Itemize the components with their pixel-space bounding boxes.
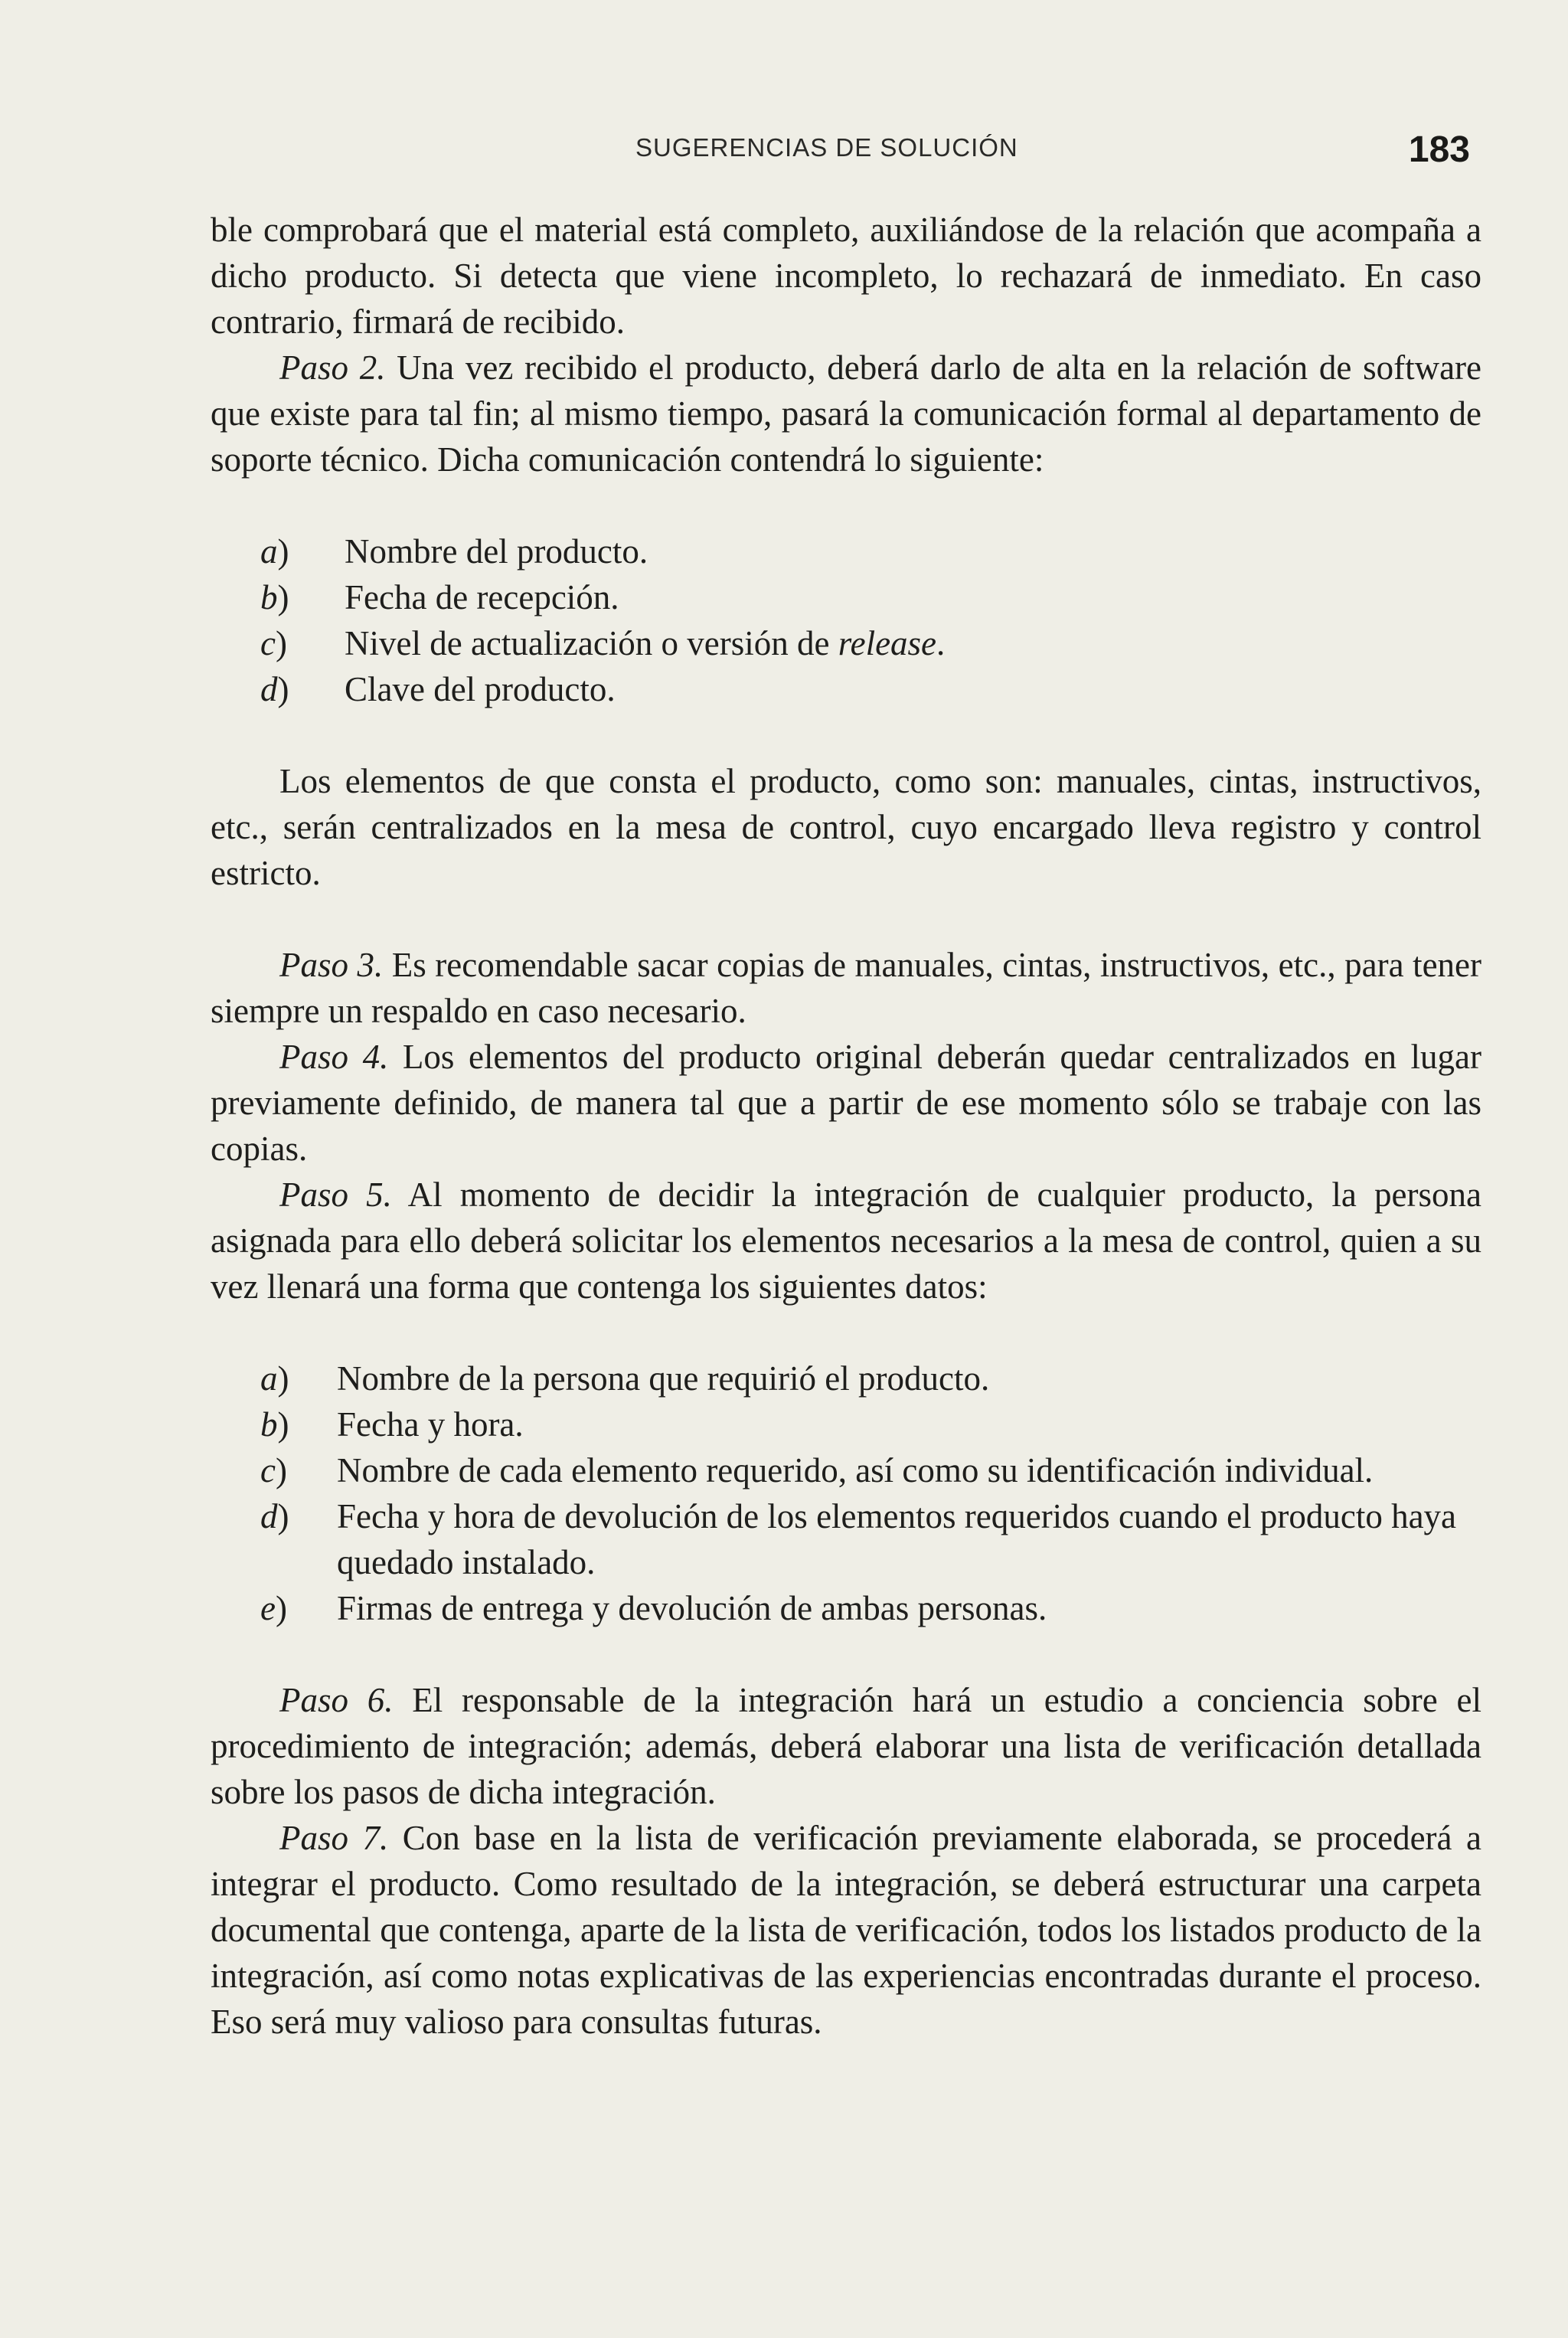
list-marker: c): [260, 624, 287, 662]
step-label: Paso 6.: [279, 1681, 394, 1719]
paragraph-paso-3: [211, 942, 1481, 1034]
list-item-text: Nombre de cada elemento requerido, así como su identificación individual.: [337, 1451, 1374, 1489]
list-item-text: Fecha y hora.: [337, 1405, 524, 1444]
paragraph-paso-4: [211, 1034, 1481, 1172]
running-head: SUGERENCIAS DE SOLUCIÓN: [635, 133, 1018, 162]
list-item: [211, 574, 1481, 620]
list-marker: a): [260, 532, 289, 571]
paragraph-text: Una vez recibido el producto, deberá darlo de alta en la relación de software que existe para tal fin; al mismo tiempo, pasará la comunicación formal al departamento de soporte técnico. Dicha comunicación contendrá lo siguiente:: [211, 348, 1482, 479]
list-marker: c): [260, 1451, 287, 1489]
list-marker: b): [260, 578, 289, 616]
list-marker: d): [260, 1497, 289, 1535]
paragraph-text: ble comprobará que el material está completo, auxiliándose de la relación que acompaña a dicho producto. Si detecta que viene incompleto, lo rechazará de inmediato. En caso contrario, firmará de recibido.: [211, 211, 1481, 341]
paragraph-text: Es recomendable sacar copias de manuales, cintas, instructivos, etc., para tener siempre un respaldo en caso necesario.: [211, 946, 1482, 1030]
list-item: [211, 1355, 1481, 1401]
paragraph-text: Los elementos de que consta el producto, como son: manuales, cintas, instructivos, etc., serán centralizados en la mesa de control, cuyo encargado lleva registro y control estricto.: [211, 762, 1481, 892]
paragraph-text: El responsable de la integración hará un estudio a conciencia sobre el procedimiento de integración; además, deberá elaborar una lista de verificación detallada sobre los pasos de dicha integración.: [211, 1681, 1481, 1811]
list-item-text: Fecha de recepción.: [345, 578, 619, 616]
list-item-text: Nombre del producto.: [345, 532, 648, 571]
list-item: [211, 1585, 1481, 1631]
list-item-text: Nombre de la persona que requirió el producto.: [337, 1359, 990, 1398]
paragraph-paso-6: [211, 1677, 1481, 1815]
communication-list: [211, 528, 1481, 712]
list-item-emphasis: release: [838, 624, 937, 662]
list-marker: d): [260, 670, 289, 708]
list-item-text: Firmas de entrega y devolución de ambas personas.: [337, 1589, 1047, 1627]
paragraph-paso-7: [211, 1815, 1481, 2045]
paragraph-text: Los elementos del producto original deberán quedar centralizados en lugar previamente definido, de manera tal que a partir de ese momento sólo se trabaje con las copias.: [211, 1038, 1482, 1168]
list-marker: a): [260, 1359, 289, 1398]
list-item: [211, 666, 1481, 712]
list-item: [211, 1493, 1481, 1585]
list-marker: e): [260, 1589, 287, 1627]
paragraph-paso-5: [211, 1172, 1481, 1310]
paragraph-continuation: [211, 207, 1481, 345]
page-number: 183: [1408, 129, 1470, 170]
list-item: [211, 528, 1481, 574]
list-item: [211, 1401, 1481, 1447]
list-item: [211, 620, 1481, 666]
list-item: [211, 1447, 1481, 1493]
step-label: Paso 4.: [279, 1038, 389, 1076]
form-data-list: [211, 1355, 1481, 1631]
list-item-punctuation: .: [936, 624, 946, 662]
page-header: [635, 129, 1485, 175]
step-label: Paso 2.: [279, 348, 386, 387]
paragraph-text: Al momento de decidir la integración de cualquier producto, la persona asignada para ello deberá solicitar los elementos necesarios a la mesa de control, quien a su vez llenará una forma que contenga los siguientes datos:: [211, 1176, 1482, 1306]
paragraph-text: Con base en la lista de verificación previamente elaborada, se procederá a integrar el producto. Como resultado de la integración, se deberá estructurar una carpeta documental que contenga, aparte de la lista de verificación, todos los listados producto de la integración, así como notas explicativas de las experiencias encontradas durante el proceso. Eso será muy valioso para consultas futuras.: [211, 1819, 1481, 2041]
paragraph-elements: [211, 758, 1481, 896]
list-item-text: Fecha y hora de devolución de los elementos requeridos cuando el producto haya quedado instalado.: [337, 1497, 1457, 1581]
paragraph-paso-2: [211, 345, 1481, 482]
step-label: Paso 3.: [279, 946, 384, 984]
step-label: Paso 5.: [279, 1176, 392, 1214]
list-item-text: Clave del producto.: [345, 670, 616, 708]
step-label: Paso 7.: [279, 1819, 389, 1857]
list-item-text: Nivel de actualización o versión de: [345, 624, 838, 662]
list-marker: b): [260, 1405, 289, 1444]
page-body: [211, 207, 1481, 2045]
